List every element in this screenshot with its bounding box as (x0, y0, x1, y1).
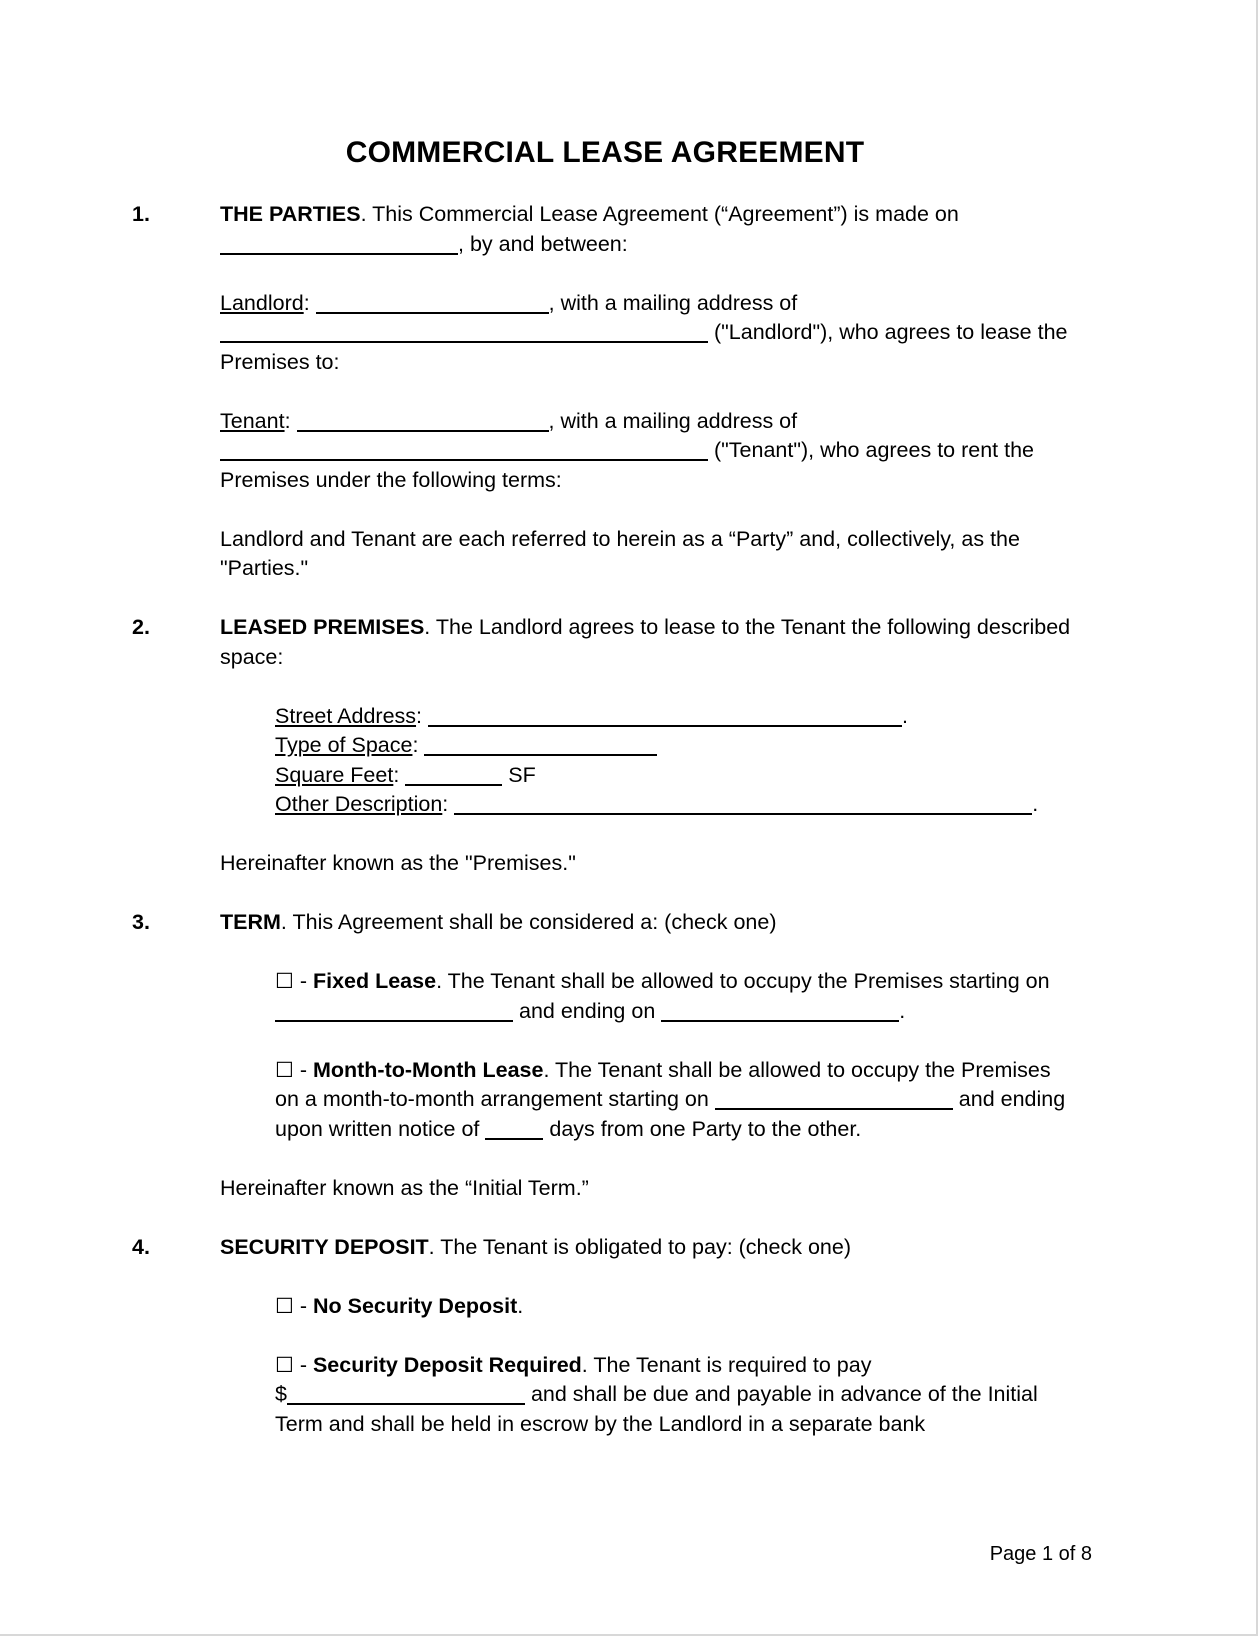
clause-3-heading: TERM (220, 910, 281, 934)
square-feet-row (275, 761, 1080, 791)
square-feet-field[interactable] (405, 766, 502, 786)
fixed-lease-text-3: . (899, 998, 906, 1023)
type-of-space-colon: : (412, 733, 419, 757)
clause-1-number: 1. (132, 202, 150, 226)
month-to-month-text-3: days from one Party to the other. (549, 1116, 862, 1141)
no-security-deposit-text-1: . (517, 1293, 524, 1318)
clause-1-heading: THE PARTIES (220, 202, 361, 226)
fixed-lease-label: Fixed Lease (312, 969, 437, 993)
landlord-block (220, 289, 1080, 378)
fixed-lease-end-date-field[interactable] (661, 1002, 899, 1022)
spacer (132, 584, 1080, 614)
other-description-row (275, 790, 1080, 820)
landlord-tail-text: ("Landlord"), who agrees to lease the Premises to: (220, 320, 1068, 374)
landlord-address-field[interactable] (220, 323, 708, 343)
landlord-name-field[interactable] (316, 294, 549, 314)
fixed-lease-text-1: . The Tenant shall be allowed to occupy the Premises starting on (436, 969, 1050, 993)
clause-4-security-deposit (132, 1233, 1080, 1263)
premises-hereinafter: Hereinafter known as the "Premises." (220, 851, 576, 875)
checkbox-month-to-month-icon[interactable]: ☐ (275, 1058, 294, 1082)
type-of-space-label: Type of Space (275, 733, 413, 757)
term-option-fixed-lease[interactable] (275, 967, 1080, 1026)
tenant-name-field[interactable] (297, 412, 549, 432)
type-of-space-row (275, 731, 1080, 761)
street-address-colon: : (416, 703, 423, 728)
other-description-colon: : (442, 792, 449, 816)
spacer (132, 377, 1080, 407)
other-description-field[interactable] (454, 795, 1032, 815)
security-deposit-currency-symbol: $ (275, 1382, 287, 1406)
clause-2-leased-premises (132, 613, 1080, 672)
clause-4-heading: SECURITY DEPOSIT (220, 1234, 429, 1259)
spacer (132, 672, 1080, 702)
clause-3-term (132, 908, 1080, 938)
tenant-colon: : (284, 408, 291, 433)
clause-3-body (220, 908, 1080, 938)
street-address-field[interactable] (428, 707, 902, 727)
month-to-month-text-1: . The Tenant shall be allowed to occupy the Premises on a month-to-month arrangement starting on (275, 1057, 1051, 1111)
tenant-block (220, 407, 1080, 496)
security-deposit-amount-field[interactable] (287, 1385, 525, 1405)
fixed-lease-dash: - (299, 969, 307, 993)
security-deposit-required-label: Security Deposit Required (312, 1352, 582, 1377)
no-security-deposit-label: No Security Deposit (312, 1293, 518, 1318)
square-feet-suffix: SF (508, 762, 536, 787)
clause-1-intro-after: , by and between: (458, 231, 628, 256)
month-to-month-dash: - (299, 1057, 307, 1082)
type-of-space-field[interactable] (424, 736, 657, 756)
fixed-lease-text-2: and ending on (518, 998, 656, 1023)
no-security-deposit-dash: - (299, 1293, 307, 1318)
other-description-suffix: . (1032, 792, 1039, 816)
month-to-month-notice-days-field[interactable] (485, 1120, 543, 1140)
tenant-label: Tenant (220, 408, 285, 433)
clause-3-intro: . This Agreement shall be considered a: (check one) (280, 910, 777, 934)
street-address-label: Street Address (275, 703, 417, 728)
clause-4-intro: . The Tenant is obligated to pay: (check one) (428, 1234, 851, 1259)
other-description-label: Other Description (275, 792, 443, 816)
checkbox-security-deposit-required-icon[interactable]: ☐ (275, 1353, 294, 1377)
security-deposit-required-dash: - (299, 1352, 307, 1377)
tenant-tail-text: ("Tenant"), who agrees to rent the Premises under the following terms: (220, 438, 1035, 492)
security-deposit-required-text-2: and shall be due and payable in advance of the Initial Term and shall be held in escrow by the Landlord in a separate bank (275, 1382, 1038, 1436)
street-address-suffix: . (902, 703, 908, 728)
spacer (132, 820, 1080, 850)
deposit-option-none[interactable] (275, 1292, 1080, 1322)
month-to-month-text-2: and ending upon written notice of (275, 1087, 1066, 1141)
page-title: COMMERCIAL LEASE AGREEMENT (345, 136, 865, 169)
tenant-address-field[interactable] (220, 441, 708, 461)
spacer (132, 259, 1080, 289)
clause-1-body (220, 200, 1080, 259)
clause-2-intro: . The Landlord agrees to lease to the Tenant the following described space: (220, 615, 1071, 669)
spacer (132, 1262, 1080, 1292)
square-feet-label: Square Feet (275, 762, 394, 787)
checkbox-no-security-deposit-icon[interactable]: ☐ (275, 1294, 294, 1318)
premises-fields (275, 702, 1080, 820)
spacer (132, 938, 1080, 968)
term-option-month-to-month[interactable] (275, 1056, 1080, 1145)
agreement-date-field[interactable] (220, 235, 458, 255)
clause-3-number: 3. (132, 910, 150, 934)
clause-1-intro-before: . This Commercial Lease Agreement (“Agreement”) is made on (360, 202, 959, 226)
street-address-row (275, 702, 1080, 732)
clause-4-number: 4. (132, 1234, 150, 1259)
parties-definition-paragraph: Landlord and Tenant are each referred to herein as a “Party” and, collectively, as the "Parties." (220, 526, 1020, 580)
spacer (132, 1026, 1080, 1056)
clause-2-heading: LEASED PREMISES (220, 615, 425, 639)
landlord-mid-text: , with a mailing address of (548, 290, 798, 315)
clause-4-body (220, 1233, 1080, 1263)
spacer (132, 1203, 1080, 1233)
clause-2-body (220, 613, 1080, 672)
term-hereinafter: Hereinafter known as the “Initial Term.” (220, 1175, 589, 1200)
spacer (132, 1144, 1080, 1174)
security-deposit-required-text-1: . The Tenant is required to pay (581, 1352, 872, 1377)
tenant-mid-text: , with a mailing address of (548, 408, 798, 433)
page-footer: Page 1 of 8 (989, 1543, 1092, 1565)
spacer (132, 1321, 1080, 1351)
clause-2-number: 2. (132, 615, 150, 639)
deposit-option-required[interactable] (275, 1351, 1080, 1440)
clause-1-the-parties (132, 200, 1080, 259)
month-to-month-start-date-field[interactable] (715, 1090, 953, 1110)
spacer (132, 495, 1080, 525)
square-feet-colon: : (393, 762, 400, 787)
document-body (132, 200, 1080, 1439)
spacer (132, 879, 1080, 909)
fixed-lease-start-date-field[interactable] (275, 1002, 513, 1022)
checkbox-fixed-lease-icon[interactable]: ☐ (275, 970, 294, 993)
landlord-colon: : (303, 290, 310, 315)
landlord-label: Landlord (220, 290, 304, 315)
month-to-month-label: Month-to-Month Lease (312, 1057, 544, 1082)
